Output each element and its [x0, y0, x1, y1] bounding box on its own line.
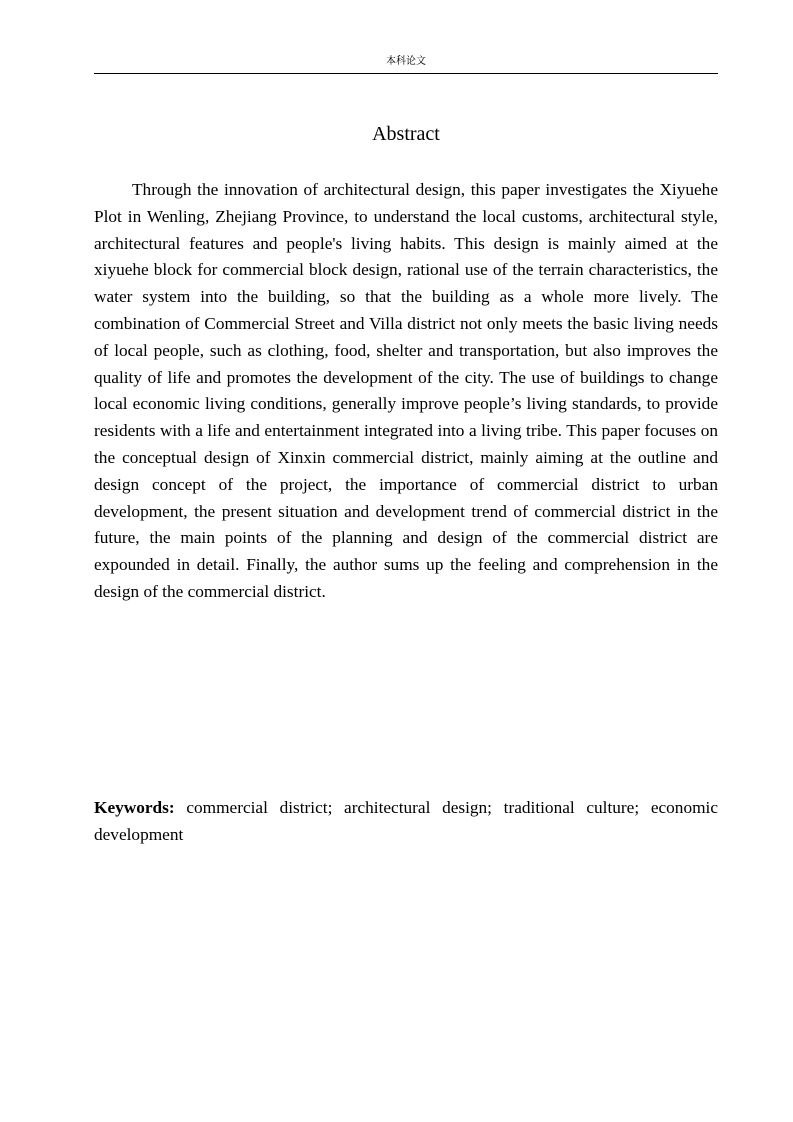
- abstract-title: Abstract: [372, 123, 440, 145]
- keywords-label: Keywords:: [94, 798, 175, 817]
- keywords-paragraph: [94, 794, 718, 848]
- keywords-text: commercial district; architectural design; traditional culture; economic development: [94, 798, 718, 844]
- abstract-body: Through the innovation of architectural design, this paper investigates the Xiyuehe Plot in Wenling, Zhejiang Province, to understand the local customs, architectural style, architectural features and people's living habits. This design is mainly aimed at the xiyuehe block for commercial block design, rational use of the terrain characteristics, the water system into the building, so that the building as a whole more lively. The combination of Commercial Street and Villa district not only meets the basic living needs of local people, such as clothing, food, shelter and transportation, but also improves the quality of life and promotes the development of the city. The use of buildings to change local economic living conditions, generally improve people’s living standards, to provide residents with a life and entertainment integrated into a living tribe. This paper focuses on the conceptual design of Xinxin commercial district, mainly aiming at the outline and design concept of the project, the importance of commercial district to urban development, the present situation and development trend of commercial district in the future, the main points of the planning and design of the commercial district are expounded in detail. Finally, the author sums up the feeling and comprehension in the design of the commercial district.: [94, 180, 718, 601]
- running-header: 本科论文: [386, 56, 426, 67]
- header-divider: [94, 73, 718, 74]
